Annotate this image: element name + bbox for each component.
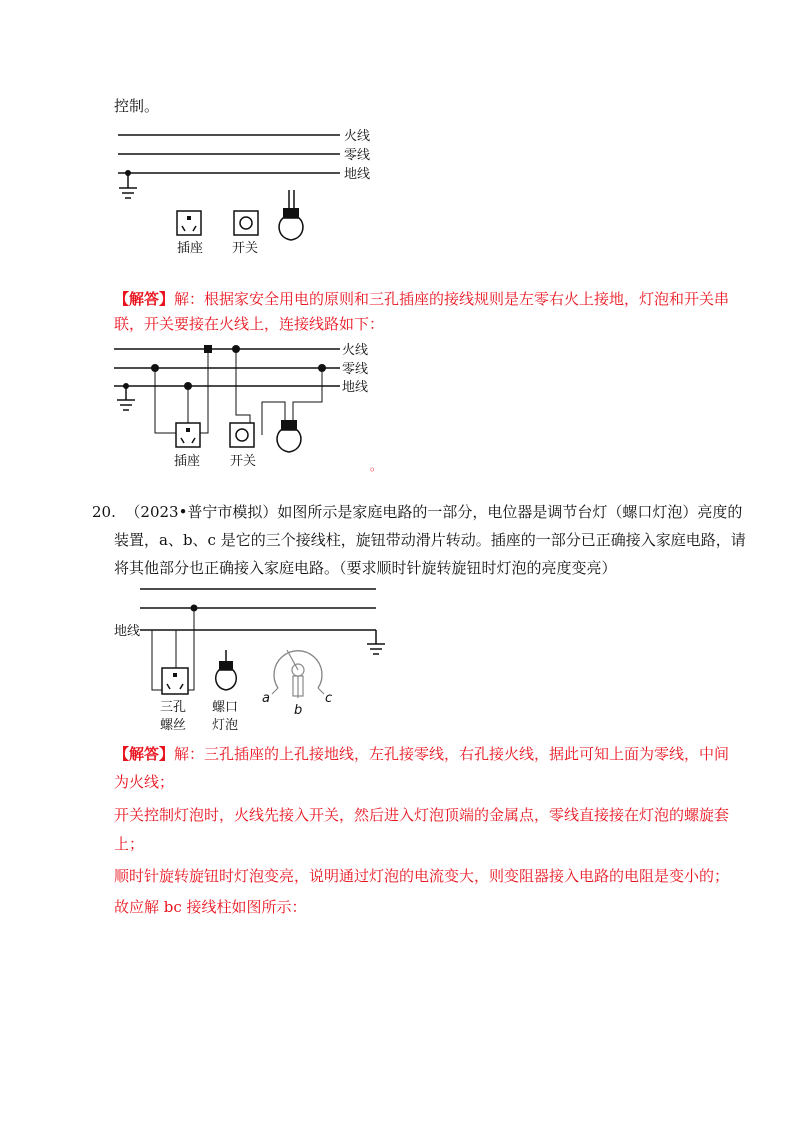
switch-label: 开关 bbox=[230, 454, 257, 469]
neutral-wire-label: 零线 bbox=[342, 362, 369, 377]
question-number: 20. bbox=[92, 503, 116, 521]
switch-label: 开关 bbox=[232, 241, 259, 256]
ground-symbol-icon bbox=[367, 630, 385, 654]
potentiometer-icon bbox=[272, 650, 324, 698]
answer-20-line-1 bbox=[114, 744, 729, 764]
answer-tag: 【解答】 bbox=[114, 290, 175, 308]
ground-line-label: 地线 bbox=[114, 624, 141, 639]
answer-20-line-6: 故应解 bc 接线柱如图所示： bbox=[114, 898, 307, 916]
screw-lightbulb-icon bbox=[216, 650, 237, 690]
neutral-wire-label: 零线 bbox=[344, 148, 371, 163]
answer-1-line-2: 联，开关要接在火线上，连接线路如下： bbox=[114, 315, 385, 333]
answer-tag: 【解答】 bbox=[114, 745, 175, 763]
question-20-line-2: 装置，a、b、c 是它的三个接线柱，旋钮带动滑片转动。插座的一部分已正确接入家庭电路，请 bbox=[114, 531, 746, 549]
terminal-a-label: a bbox=[262, 691, 270, 706]
socket-label-line-2: 螺丝 bbox=[160, 718, 187, 733]
socket-label: 插座 bbox=[174, 454, 201, 469]
live-wire-label: 火线 bbox=[344, 129, 371, 144]
socket-label: 插座 bbox=[177, 241, 204, 256]
earth-wire-label: 地线 bbox=[344, 167, 371, 182]
trailing-mark: 。 bbox=[370, 459, 383, 473]
socket-label-line-1: 三孔 bbox=[160, 700, 187, 715]
answer-text: 解：三孔插座的上孔接地线，左孔接零线，右孔接火线，据此可知上面为零线，中间 bbox=[174, 745, 730, 763]
bulb-label-line-1: 螺口 bbox=[212, 700, 239, 715]
terminal-b-label: b bbox=[294, 703, 303, 718]
live-wire-label: 火线 bbox=[342, 343, 369, 358]
answer-text: 解：根据家安全用电的原则和三孔插座的接线规则是左零右火上接地，灯泡和开关串 bbox=[174, 290, 730, 308]
question-20-line-3: 将其他部分也正确接入家庭电路。（要求顺时针旋转旋钮时灯泡的亮度变亮） bbox=[114, 559, 617, 577]
answer-20-line-4: 上； bbox=[114, 835, 145, 853]
bulb-label-line-2: 灯泡 bbox=[212, 718, 239, 733]
question-text: （2023•普宁市模拟）如图所示是家庭电路的一部分，电位器是调节台灯（螺口灯泡）亮度的 bbox=[125, 503, 743, 521]
answer-20-line-5: 顺时针旋转旋钮时灯泡变亮，说明通过灯泡的电流变大，则变阻器接入电路的电阻是变小的； bbox=[114, 867, 730, 885]
earth-wire-label: 地线 bbox=[342, 380, 369, 395]
answer-20-line-2: 为火线； bbox=[114, 773, 175, 791]
intro-fragment: 控制。 bbox=[114, 97, 160, 115]
three-hole-socket-icon bbox=[162, 668, 188, 694]
terminal-c-label: c bbox=[325, 691, 333, 706]
answer-20-line-3: 开关控制灯泡时，火线先接入开关，然后进入灯泡顶端的金属点，零线直接接在灯泡的螺旋套 bbox=[114, 806, 730, 824]
